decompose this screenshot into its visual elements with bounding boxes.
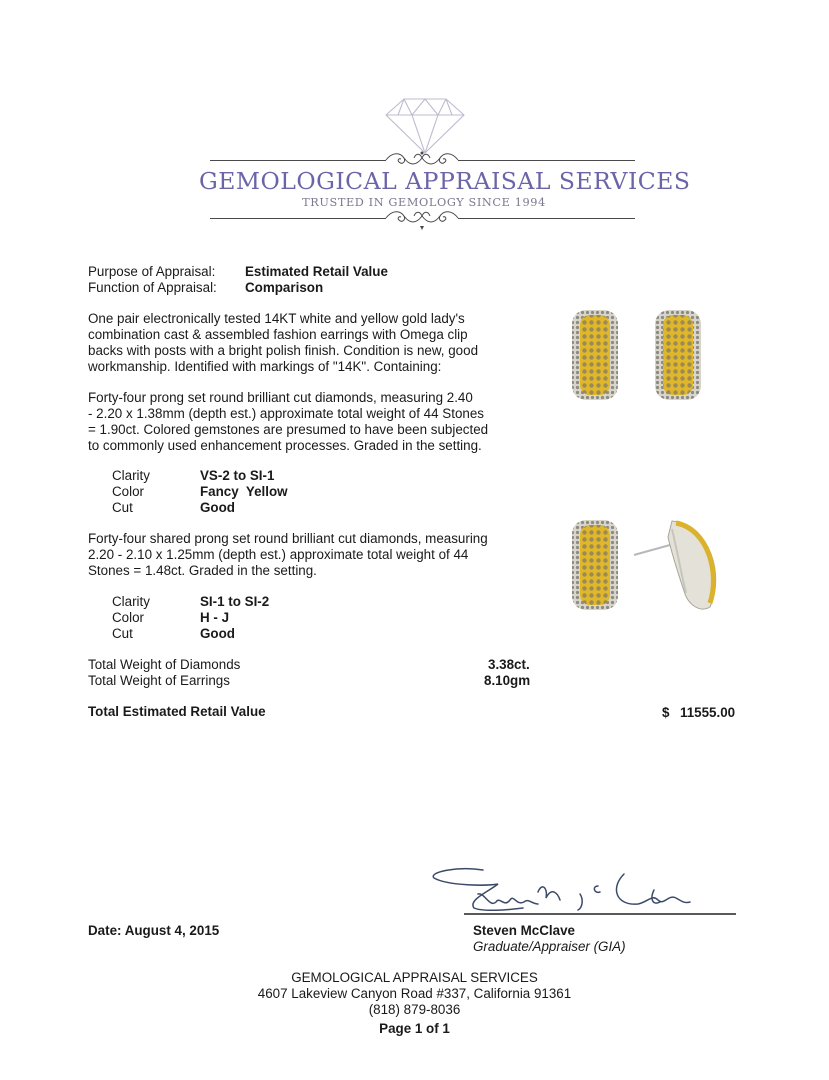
header-rule-bottom-left bbox=[210, 218, 386, 219]
total-earrings-label: Total Weight of Earrings bbox=[88, 673, 230, 688]
grade-label-color: Color bbox=[112, 610, 144, 625]
grade-label-clarity: Clarity bbox=[112, 594, 150, 609]
footer-company: GEMOLOGICAL APPRAISAL SERVICES bbox=[291, 970, 538, 985]
earring-side bbox=[634, 521, 716, 609]
appraiser-title: Graduate/Appraiser (GIA) bbox=[473, 939, 626, 954]
earring-right bbox=[655, 310, 701, 400]
stone-line: Forty-four prong set round brilliant cut diamonds, measuring 2.40 bbox=[88, 390, 473, 405]
footer-address: 4607 Lakeview Canyon Road #337, California 91361 bbox=[257, 986, 572, 1001]
header-rule-top-left bbox=[210, 160, 386, 161]
earrings-side-view bbox=[560, 515, 740, 615]
description-line: backs with posts with a bright polish finish. Condition is new, good bbox=[88, 343, 479, 358]
signature-image bbox=[428, 864, 738, 920]
total-earrings-value: 8.10gm bbox=[484, 673, 531, 688]
grade-value-cut: Good bbox=[200, 626, 235, 641]
stone-line: Forty-four shared prong set round brilliant cut diamonds, measuring bbox=[88, 531, 488, 546]
description-line: workmanship. Identified with markings of "14K". Containing: bbox=[88, 359, 442, 374]
appraisal-date: Date: August 4, 2015 bbox=[88, 923, 220, 938]
grade-value-clarity: SI-1 to SI-2 bbox=[200, 594, 270, 609]
header-rule-top-right bbox=[458, 160, 635, 161]
purpose-value: Estimated Retail Value bbox=[245, 264, 388, 279]
page-number: Page 1 of 1 bbox=[379, 1021, 450, 1036]
stone-line: Stones = 1.48ct. Graded in the setting. bbox=[88, 563, 317, 578]
company-tagline: TRUSTED IN GEMOLOGY SINCE 1994 bbox=[302, 196, 546, 209]
grade-label-color: Color bbox=[112, 484, 144, 499]
description-line: One pair electronically tested 14KT white and yellow gold lady's bbox=[88, 311, 465, 326]
header-rule-bottom-right bbox=[458, 218, 635, 219]
earring-left bbox=[572, 310, 618, 400]
retail-value: 11555.00 bbox=[680, 705, 736, 720]
purpose-label: Purpose of Appraisal: bbox=[88, 264, 216, 279]
item-description bbox=[88, 311, 478, 375]
earrings-front-view bbox=[560, 305, 740, 405]
stone-group-2-description bbox=[88, 531, 488, 579]
description-line: combination cast & assembled fashion earrings with Omega clip bbox=[88, 327, 468, 342]
stone-line: to commonly used enhancement processes. Graded in the setting. bbox=[88, 438, 482, 453]
stone-line: - 2.20 x 1.38mm (depth est.) approximate total weight of 44 Stones bbox=[88, 406, 484, 421]
grade-label-cut: Cut bbox=[112, 626, 133, 641]
grade-value-color: Fancy Yellow bbox=[200, 484, 288, 499]
footer-phone: (818) 879-8036 bbox=[368, 1002, 461, 1017]
grade-value-color: H - J bbox=[200, 610, 230, 625]
grade-value-cut: Good bbox=[200, 500, 235, 515]
total-diamonds-label: Total Weight of Diamonds bbox=[88, 657, 241, 672]
total-retail-label: Total Estimated Retail Value bbox=[88, 704, 266, 719]
grade-value-clarity: VS-2 to SI-1 bbox=[200, 468, 275, 483]
appraiser-name: Steven McClave bbox=[473, 923, 575, 938]
grade-label-cut: Cut bbox=[112, 500, 133, 515]
function-value: Comparison bbox=[245, 280, 324, 295]
function-label: Function of Appraisal: bbox=[88, 280, 217, 295]
stone-line: 2.20 - 2.10 x 1.25mm (depth est.) approximate total weight of 44 bbox=[88, 547, 469, 562]
grade-label-clarity: Clarity bbox=[112, 468, 150, 483]
stone-group-1-description bbox=[88, 390, 488, 454]
scroll-ornament-icon bbox=[384, 209, 460, 231]
stone-line: = 1.90ct. Colored gemstones are presumed to have been subjected bbox=[88, 422, 489, 437]
diamond-icon bbox=[380, 93, 470, 155]
company-name: GEMOLOGICAL APPRAISAL SERVICES bbox=[199, 167, 691, 195]
total-diamonds-value: 3.38ct. bbox=[488, 657, 530, 672]
retail-currency: $ bbox=[662, 705, 670, 720]
earring-front bbox=[572, 520, 618, 610]
